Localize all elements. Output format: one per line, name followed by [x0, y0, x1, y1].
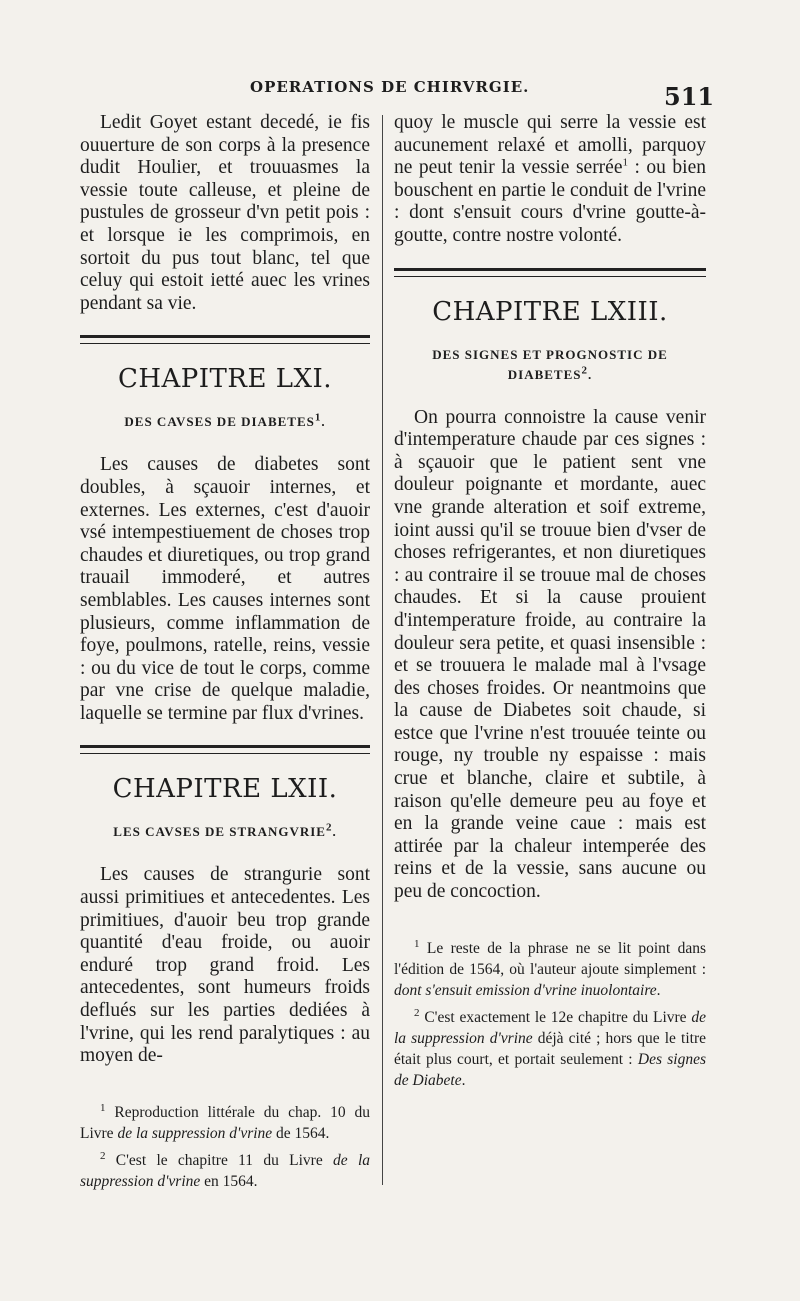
left-column: [80, 112, 370, 1198]
chapter-title-lxi: CHAPITRE LXI.: [117, 364, 333, 395]
running-title: OPERATIONS DE CHIRVRGIE.: [250, 78, 530, 96]
footnote: $^2$ C'est le chapitre 11 du Livre de la suppression d'vrine en 1564.: [80, 1149, 370, 1190]
chapter-subtitle-lxii: LES CAVSES DE STRANGVRIE$^2$.: [113, 822, 337, 840]
footnote-mark: 2: [325, 822, 333, 835]
section-rule: [394, 268, 706, 277]
chapter-lxiii-text: On pourra connoistre la cause venir d'intemperature chaude par ces signes : à sçauoir que le patient sent vne douleur poignante et mordante, auec vne grande alteration et soif extreme, ioint aussi qu'il se trouue bien d'vser de choses refrigerantes, et non diuretiques : au contraire il se trouue mal de choses chaudes. Et si la cause prouient d'intemperature froide, au contraire la douleur sera petite, et quasi insensible : et se trouuera le malade mal à l'vsage des choses froides. Or neantmoins que la cause de Diabetes soit chaude, si estce que l'vrine n'est trouuée teinte ou rouge, ny trouble ny espaisse : mais crue et blanche, claire et subtile, à raison qu'elle demeure peu au foye et en la grande veine caue : mais est attirée par la chaleur intemperée des reins et de la vessie, sans aucune ou peu de concoction.: [394, 406, 706, 903]
column-divider: [382, 115, 383, 1185]
continuation-paragraph: Ledit Goyet estant decedé, ie fis ouuerture de son corps à la presence dudit Houlier, et trouuasmes la vessie toute calleuse, et pleine de pustules de grosseur d'vn petit pois : et lorsque ie les comprimois, en sortoit du pus tout blanc, tel que celuy qui estoit ietté auec les vrines pendant sa vie.: [80, 112, 370, 314]
footnote: $^2$ C'est exactement le 12e chapitre du Livre de la suppression d'vrine déjà cité ; hors que le titre était plus court, et portait seulement : Des signes de Diabete.: [394, 1006, 707, 1089]
chapter-subtitle-lxi: DES CAVSES DE DIABETES$^1$.: [124, 412, 326, 430]
footnote-mark: 1: [622, 156, 628, 169]
right-column: [394, 112, 706, 1097]
section-rule: [80, 745, 370, 754]
chapter-lxii-text: Les causes de strangurie sont aussi primitiues et antecedentes. Les primitiues, d'auoir beu trop grande quantité d'eau froide, ou auoir enduré trop grand froid. Les antecedentes, sont humeurs froids deflués sur les parties dediées à l'vrine, qui les rend paralytiques : au moyen de-: [80, 864, 370, 1067]
footnote: $^1$ Le reste de la phrase ne se lit point dans l'édition de 1564, où l'auteur ajoute simplement : dont s'ensuit emission d'vrine inuolontaire.: [394, 937, 706, 999]
chapter-lxi-text: Les causes de diabetes sont doubles, à sçauoir internes, et externes. Les externes, c'est d'auoir vsé intempestiuement de choses trop chaudes et diuretiques, ou trop grand trauail immoderé, et autres semblables. Les causes internes sont plusieurs, comme inflammation de foye, poulmons, ratelle, reins, vessie : ou du vice de tout le corps, comme par vne crise de quelque maladie, laquelle se termine par flux d'vrines.: [80, 454, 370, 724]
continuation-paragraph: quoy le muscle qui serre la vessie est aucunement relaxé et amolli, parquoy ne peut tenir la vessie serrée$^1$ : ou bien bouschent en partie le conduit de l'vrine : dont s'ensuit cours d'vrine goutte-à-goutte, contre nostre volonté.: [394, 112, 706, 246]
chapter-title-lxiii: CHAPITRE LXIII.: [432, 296, 668, 327]
left-footnotes: [80, 1102, 370, 1192]
footnote: $^1$ Reproduction littérale du chap. 10 du Livre de la suppression d'vrine de 1564.: [80, 1101, 370, 1142]
footnote-mark: 2: [100, 1149, 106, 1162]
footnote-mark: 1: [100, 1101, 106, 1114]
footnote-mark: 2: [581, 364, 588, 377]
footnote-mark: 1: [414, 937, 420, 950]
section-rule: [80, 335, 370, 344]
subtitle-text: DES SIGNES ET PROGNOSTIC DE DIABETES: [432, 346, 668, 382]
chapter-title-lxii: CHAPITRE LXII.: [112, 774, 338, 805]
chapter-subtitle-lxiii: DES SIGNES ET PROGNOSTIC DE DIABETES$^2$.: [432, 346, 668, 382]
page-number: 511: [664, 82, 715, 111]
subtitle-text: LES CAVSES DE STRANGVRIE: [113, 824, 326, 840]
footnote-mark: 1: [314, 412, 322, 425]
right-footnotes: [394, 938, 706, 1091]
footnote-mark: 2: [414, 1006, 420, 1019]
subtitle-text: DES CAVSES DE DIABETES: [124, 414, 315, 430]
